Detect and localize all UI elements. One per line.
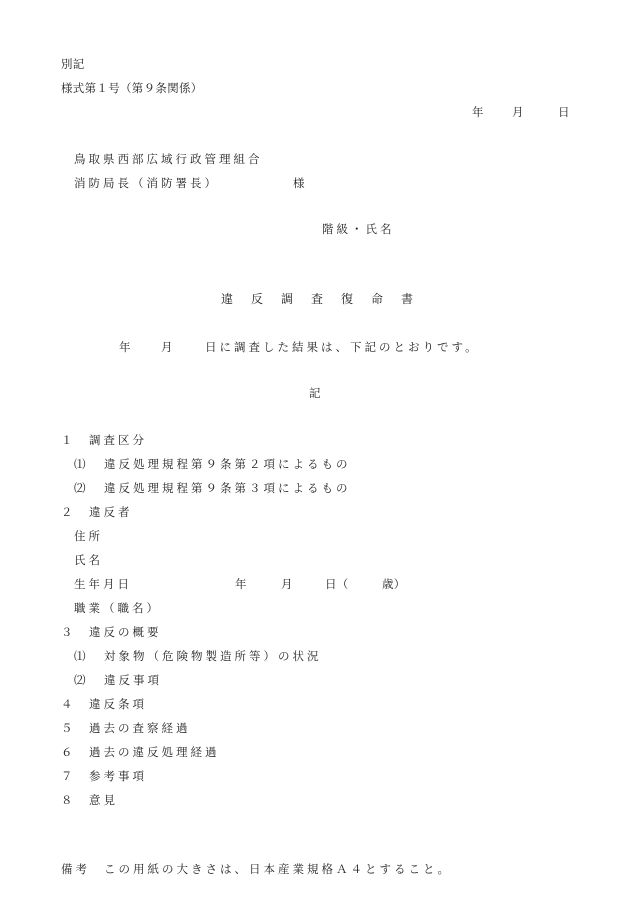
section-1-number: １ — [61, 433, 73, 447]
section-7-number: ７ — [61, 769, 73, 783]
ki-heading: 記 — [309, 386, 321, 400]
section-3-number: ３ — [61, 625, 73, 639]
section-5-number: ５ — [61, 721, 73, 735]
section-2-label: 違反者 — [89, 505, 133, 519]
intro-year: 年 — [119, 340, 131, 354]
addressee-organization: 鳥取県西部広域行政管理組合 — [74, 152, 263, 166]
note-text: この用紙の大きさは、日本産業規格Ａ４とすること。 — [104, 862, 452, 876]
section-6-number: ６ — [61, 745, 73, 759]
violator-name-label: 氏名 — [74, 553, 103, 567]
addressee-honorific: 様 — [293, 176, 305, 190]
violator-birthdate-label: 生年月日 — [74, 577, 132, 591]
section-7-label: 参考事項 — [89, 769, 147, 783]
section-1-2-label: 違反処理規程第９条第３項によるもの — [104, 481, 351, 495]
date-year: 年 — [472, 105, 484, 119]
section-3-1-number: ⑴ — [74, 649, 86, 663]
section-5-label: 過去の査察経過 — [89, 721, 191, 735]
section-3-label: 違反の概要 — [89, 625, 162, 639]
age-label: 歳） — [382, 577, 406, 591]
section-4-number: ４ — [61, 697, 73, 711]
section-3-1-label: 対象物（危険物製造所等）の状況 — [104, 649, 322, 663]
birth-month: 月 — [281, 577, 293, 591]
intro-text: 日に調査した結果は、下記のとおりです。 — [205, 340, 480, 354]
intro-month: 月 — [161, 340, 173, 354]
section-1-label: 調査区分 — [89, 433, 147, 447]
violator-occupation-label: 職業（職名） — [74, 601, 161, 615]
date-day: 日 — [558, 105, 570, 119]
birth-year: 年 — [235, 577, 247, 591]
section-4-label: 違反条項 — [89, 697, 147, 711]
section-3-2-number: ⑵ — [74, 673, 86, 687]
section-1-1-label: 違反処理規程第９条第２項によるもの — [104, 457, 351, 471]
birth-day: 日（ — [325, 577, 349, 591]
section-1-2-number: ⑵ — [74, 481, 86, 495]
note-label: 備考 — [61, 862, 90, 876]
date-month: 月 — [512, 105, 524, 119]
addressee-position: 消防局長（消防署長） — [74, 176, 219, 190]
section-6-label: 過去の違反処理経過 — [89, 745, 220, 759]
section-1-1-number: ⑴ — [74, 457, 86, 471]
annex-label: 別記 — [61, 57, 85, 71]
section-8-number: ８ — [61, 793, 73, 807]
sender-rank-name: 階級・氏名 — [322, 222, 395, 236]
document-title: 違反調査復命書 — [221, 292, 432, 306]
section-8-label: 意見 — [89, 793, 118, 807]
section-2-number: ２ — [61, 505, 73, 519]
violator-address-label: 住所 — [74, 529, 103, 543]
form-number: 様式第１号（第９条関係） — [61, 81, 203, 95]
section-3-2-label: 違反事項 — [104, 673, 162, 687]
